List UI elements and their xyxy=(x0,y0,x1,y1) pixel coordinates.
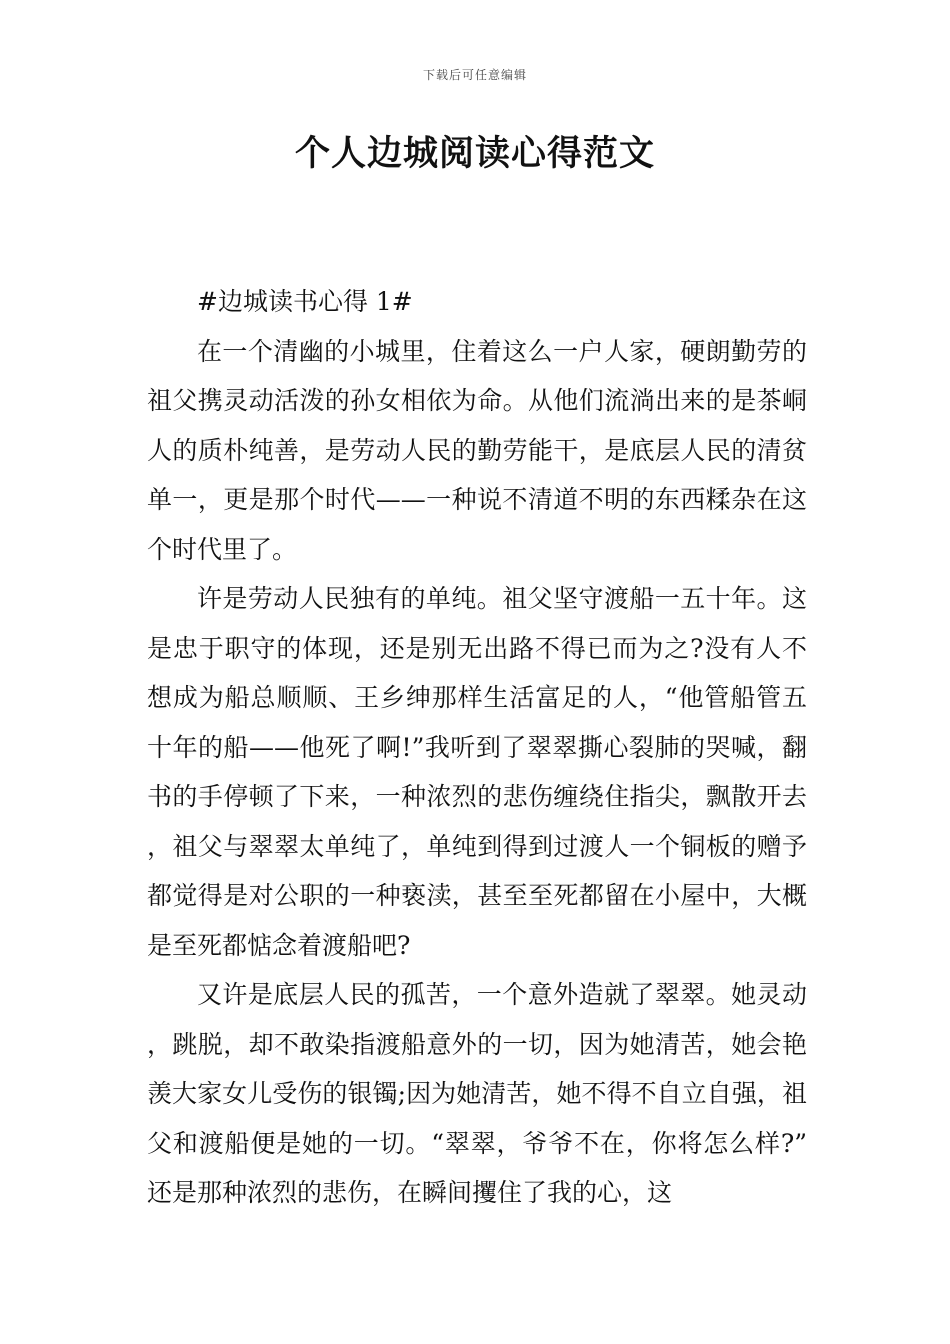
paragraph: 又许是底层人民的孤苦，一个意外造就了翠翠。她灵动，跳脱，却不敢染指渡船意外的一切，因为她清苦，她会艳羡大家女儿受伤的银镯;因为她清苦，她不得不自立自强，祖父和渡船便是她的一切。“翠翠，爷爷不在，你将怎么样?”还是那种浓烈的悲伤，在瞬间攫住了我的心，这 xyxy=(147,980,807,1207)
header-note: 下载后可任意编辑 xyxy=(422,68,527,82)
paragraph: 在一个清幽的小城里，住着这么一户人家，硬朗勤劳的祖父携灵动活泼的孙女相依为命。从他们流淌出来的是茶峒人的质朴纯善，是劳动人民的勤劳能干，是底层人民的清贫单一，更是那个时代——一种说不清道不明的东西糅杂在这个时代里了。 xyxy=(147,336,807,564)
document-body xyxy=(147,277,807,1218)
section-heading: #边城读书心得 1# xyxy=(197,287,413,316)
paragraph: 许是劳动人民独有的单纯。祖父坚守渡船一五十年。这是忠于职守的体现，还是别无出路不得已而为之?没有人不想成为船总顺顺、王乡绅那样生活富足的人，“他管船管五十年的船——他死了啊!”我听到了翠翠撕心裂肺的哭喊，翻书的手停顿了下来，一种浓烈的悲伤缠绕住指尖，飘散开去，祖父与翠翠太单纯了，单纯到得到过渡人一个铜板的赠予都觉得是对公职的一种亵渎，甚至至死都留在小屋中，大概是至死都惦念着渡船吧? xyxy=(147,584,807,960)
document-title: 个人边城阅读心得范文 xyxy=(294,133,655,174)
